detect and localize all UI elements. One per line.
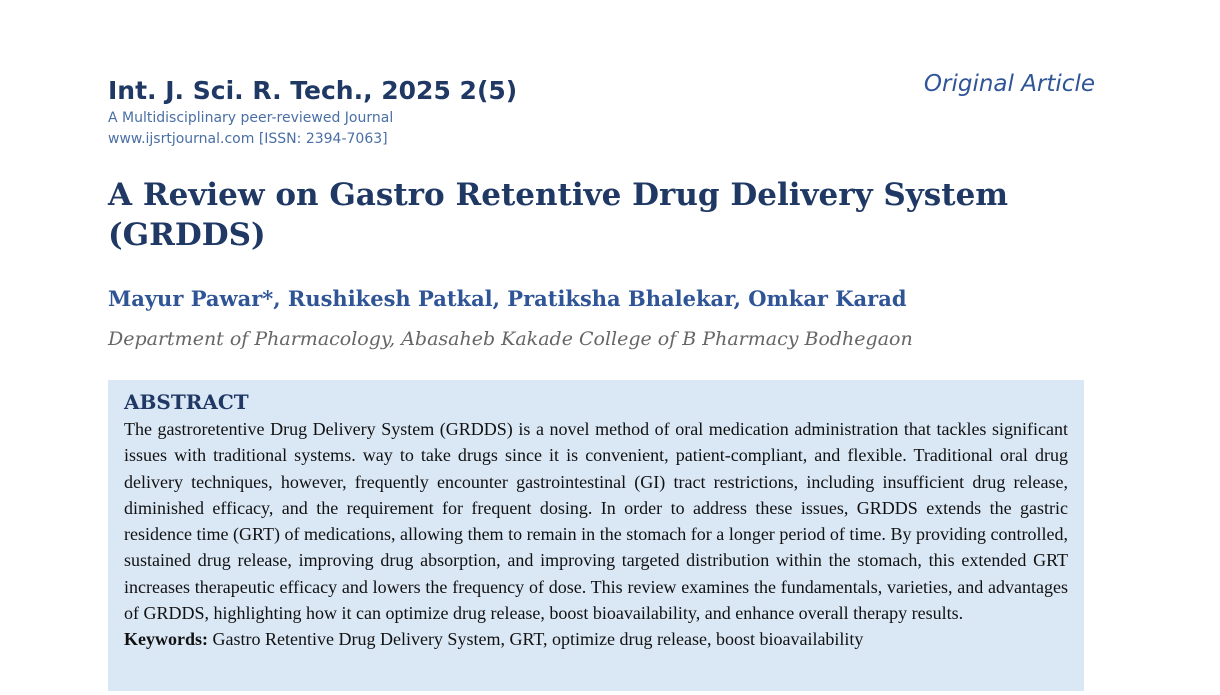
article-type-label: Original Article bbox=[923, 71, 1095, 97]
journal-tagline: A Multidisciplinary peer-reviewed Journal bbox=[108, 110, 394, 126]
author-list: Mayur Pawar*, Rushikesh Patkal, Pratiksha Bhalekar, Omkar Karad bbox=[108, 286, 907, 311]
abstract-heading: ABSTRACT bbox=[124, 390, 249, 414]
abstract-body: The gastroretentive Drug Delivery System (GRDDS) is a novel method of oral medication administration that tackles significant issues with traditional systems. way to take drugs since it is convenient, patient-compliant, and flexible. Traditional oral drug delivery techniques, however, frequently encounter gastrointestinal (GI) tract restrictions, including insufficient drug release, diminished efficacy, and the requirement for frequent dosing. In order to address these issues, GRDDS extends the gastric residence time (GRT) of medications, allowing them to remain in the stomach for a longer period of time. By providing controlled, sustained drug release, improving drug absorption, and improving targeted distribution within the stomach, this extended GRT increases therapeutic efficacy and lowers the frequency of dose. This review examines the fundamentals, varieties, and advantages of GRDDS, highlighting how it can optimize drug release, boost bioavailability, and enhance overall therapy results. bbox=[124, 419, 1068, 624]
author-affiliation: Department of Pharmacology, Abasaheb Kakade College of B Pharmacy Bodhegaon bbox=[108, 328, 913, 350]
keywords-line bbox=[124, 626, 1068, 652]
journal-website: www.ijsrtjournal.com [ISSN: 2394-7063] bbox=[108, 131, 388, 147]
journal-title: Int. J. Sci. R. Tech., 2025 2(5) bbox=[108, 76, 518, 105]
keywords-text: Gastro Retentive Drug Delivery System, GRT, optimize drug release, boost bioavailability bbox=[212, 629, 864, 650]
paper-title: A Review on Gastro Retentive Drug Delivery System (GRDDS) bbox=[108, 177, 1009, 253]
abstract-section bbox=[108, 380, 1084, 691]
keywords-label: Keywords: bbox=[124, 629, 208, 650]
